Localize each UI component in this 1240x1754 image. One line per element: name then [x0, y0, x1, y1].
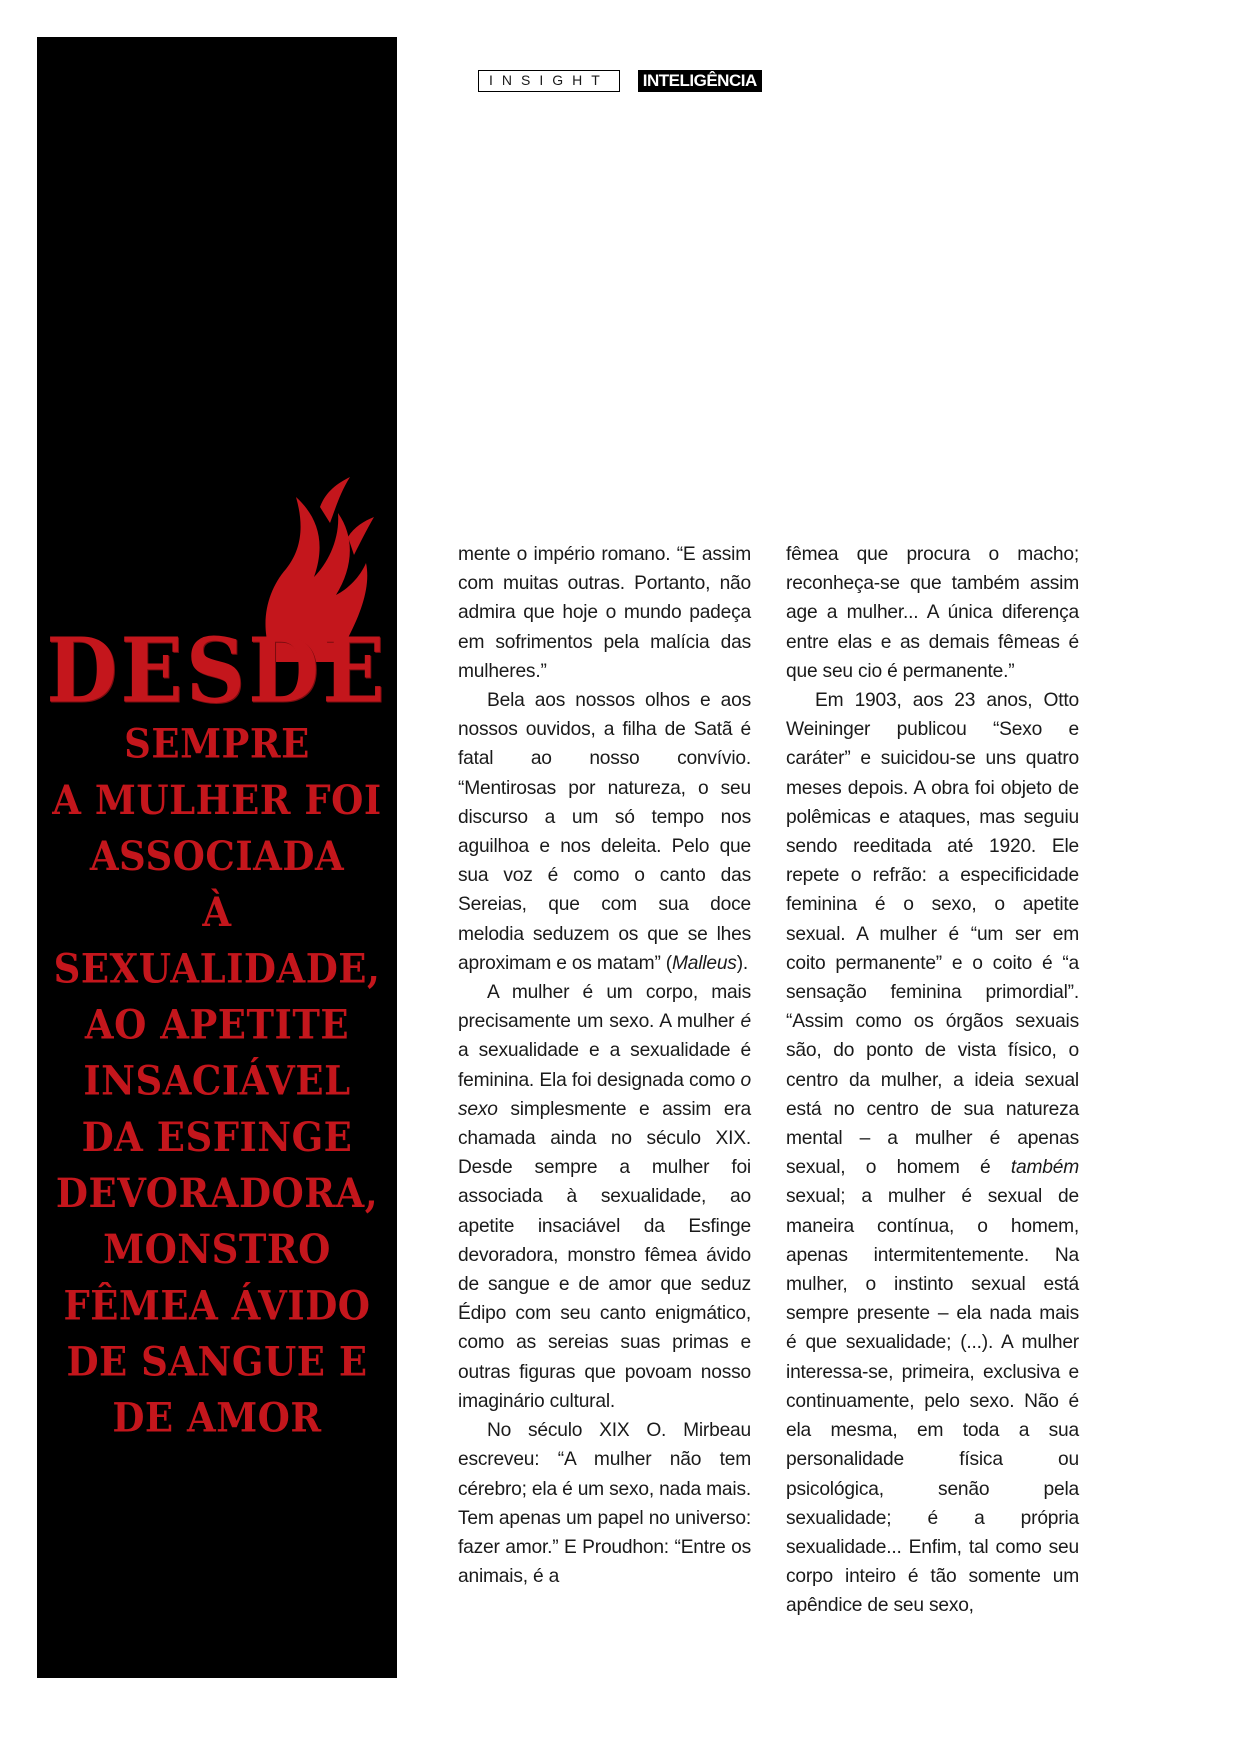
pull-quote-line: DEVORADORA,	[55, 1169, 379, 1217]
pull-quote-line: FÊMEA ÁVIDO	[63, 1281, 371, 1329]
pull-quote-line: ASSOCIADA	[89, 832, 345, 880]
pull-quote-line: DE AMOR	[112, 1393, 322, 1442]
article-column-right	[786, 540, 1079, 1621]
section-tag: INSIGHT	[478, 70, 620, 92]
pull-quote-line: AO APETITE	[84, 1000, 350, 1049]
paragraph: fêmea que procura o macho; reconheça-se que também assim age a mulher... A única diferença entre elas e as demais fêmeas é que seu cio é permanente.”	[786, 544, 1079, 682]
paragraph: mente o império romano. “E assim com muitas outras. Portanto, não admira que hoje o mundo padeça em sofrimentos pela malícia das mulheres.”	[458, 544, 751, 682]
pull-quote	[37, 619, 397, 1446]
pull-quote-line: MONSTRO	[103, 1225, 331, 1273]
pull-quote-line: A MULHER FOI	[52, 776, 382, 824]
pull-quote-panel	[37, 37, 397, 1678]
pull-quote-line: SEXUALIDADE,	[53, 944, 381, 993]
pull-quote-line: SEMPRE	[124, 719, 310, 768]
pull-quote-line: DE SANGUE E	[66, 1337, 368, 1386]
pull-quote-line: À	[202, 888, 232, 936]
paragraph: Bela aos nossos olhos e aos nossos ouvidos, a filha de Satã é fatal ao nosso convívio. “Mentirosas por natureza, o seu discurso a um só tempo nos aguilhoa e nos deleita. Pelo que sua voz é como o canto das Sereias, que com sua doce melodia seduzem os que se lhes aproximam e os matam” (Malleus).	[458, 690, 751, 974]
pull-quote-line: INSACIÁVEL	[83, 1056, 351, 1105]
article-column-left	[458, 540, 751, 1591]
paragraph: No século XIX O. Mirbeau escreveu: “A mulher não tem cérebro; ela é um sexo, nada mais. Tem apenas um papel no universo: fazer amor.” E Proudhon: “Entre os animais, é a	[458, 1420, 751, 1588]
section-header	[478, 70, 762, 92]
category-tag: INTELIGÊNCIA	[638, 70, 762, 92]
pull-quote-line: DA ESFINGE	[81, 1113, 353, 1161]
pull-quote-lead: DESDE	[46, 619, 388, 724]
paragraph: A mulher é um corpo, mais precisamente um sexo. A mulher é a sexualidade e a sexualidade é feminina. Ela foi designada como o sexo simplesmente e assim era chamada ainda no século XIX. Desde sempre a mulher foi associada à sexualidade, ao apetite insaciável da Esfinge devoradora, monstro fêmea ávido de sangue e de amor que seduz Édipo com seu canto enigmático, como as sereias suas primas e outras figuras que povoam nosso imaginário cultural.	[458, 982, 751, 1412]
paragraph: Em 1903, aos 23 anos, Otto Weininger publicou “Sexo e caráter” e suicidou-se uns quatro meses depois. A obra foi objeto de polêmicas e ataques, mas seguiu sendo reeditada até 1920. Ele repete o refrão: a especificidade feminina é o sexo, o apetite sexual. A mulher é “um ser em coito permanente” e o coito é “a sensação feminina primordial”. “Assim como os órgãos sexuais são, do ponto de vista físico, o centro da mulher, a ideia sexual está no centro de sua natureza mental – a mulher é apenas sexual, o homem é também sexual; a mulher é sexual de maneira contínua, o homem, apenas intermitentemente. Na mulher, o instinto sexual está sempre presente – ela nada mais é que sexualidade; (...). A mulher interessa-se, primeira, exclusiva e continuamente, pelo sexo. Não é ela mesma, em toda a sua personalidade física ou psicológica, senão pela sexualidade; é a própria sexualidade... Enfim, tal como seu corpo inteiro é tão somente um apêndice de seu sexo,	[786, 690, 1079, 1617]
